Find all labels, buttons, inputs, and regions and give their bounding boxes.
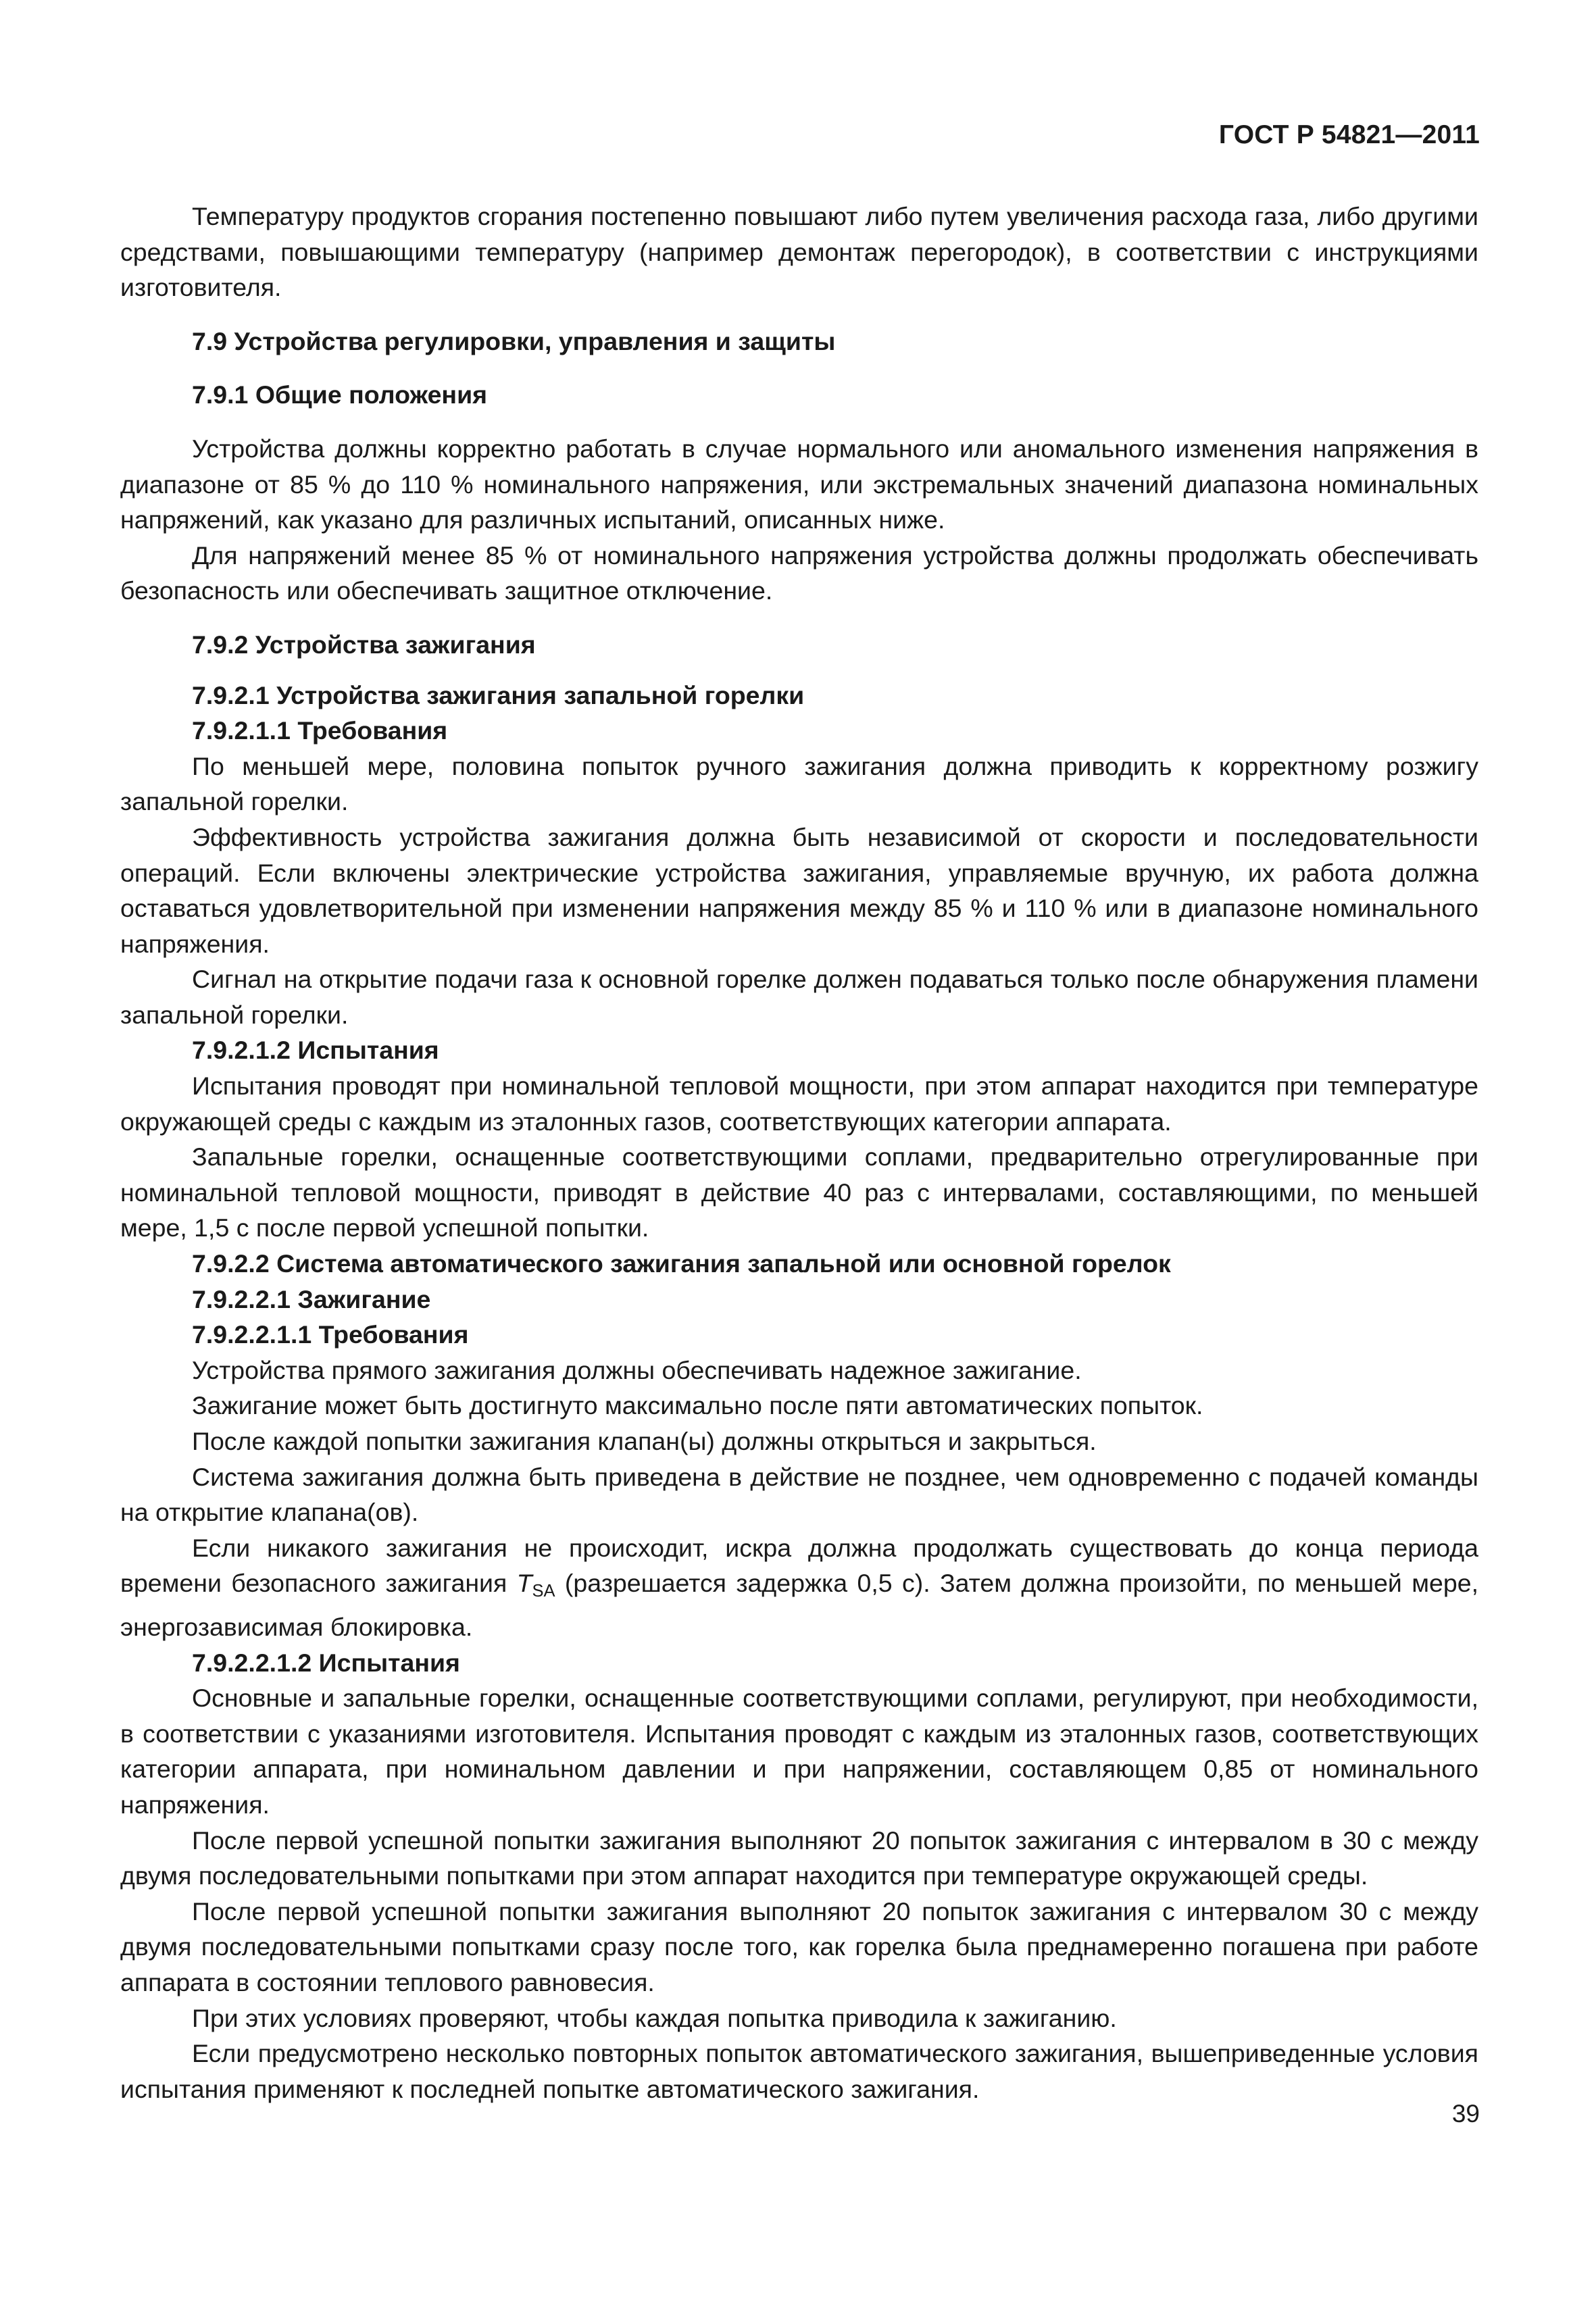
paragraph-requirement-3: После каждой попытки зажигания клапан(ы) должны открыться и закрыться. [192,1427,1097,1455]
paragraph-test-2: После первой успешной попытки зажигания выполняют 20 попыток зажигания с интервалом в 30 с между двумя последовательными попытками при этом аппарат находится при температуре окружающей среды. [120,1826,1478,1890]
paragraph-test-3: После первой успешной попытки зажигания выполняют 20 попыток зажигания с интервалом 30 с между двумя последовательными попытками сразу после того, как горелка была преднамеренно погашена при работе аппарата в состоянии теплового равновесия. [120,1896,1478,1997]
heading-7-9-2-2-1-1: 7.9.2.2.1.1 Требования [192,1320,469,1349]
paragraph-7-9-2-1-1-c: Сигнал на открытие подачи газа к основной горелке должен подаваться только после обнаружения пламени запальной горелки. [120,965,1478,1029]
heading-7-9-2-2-1-2: 7.9.2.2.1.2 Испытания [192,1648,460,1677]
heading-7-9-2-1: 7.9.2.1 Устройства зажигания запальной горелки [192,680,805,709]
heading-7-9-2-2-1: 7.9.2.2.1 Зажигание [192,1284,431,1313]
paragraph-intro: Температуру продуктов сгорания постепенно повышают либо путем увеличения расхода газа, либо другими средствами, повышающими температуру (например демонтаж перегородок), в соответствии с инструкциями изготовителя. [120,202,1478,302]
paragraph-requirement-5 [120,1530,1478,1645]
paragraph-requirement-1: Устройства прямого зажигания должны обеспечивать надежное зажигание. [192,1355,1082,1384]
requirement-5-text-end: (разрешается задержка 0,5 с). Затем должна произойти, по меньшей мере, энергозависимая блокировка. [120,1569,1478,1642]
heading-7-9-2-1-1: 7.9.2.1.1 Требования [192,716,448,745]
heading-7-9-2-2: 7.9.2.2 Система автоматического зажигания запальной или основной горелок [192,1249,1171,1278]
symbol-t-subscript: SA [532,1582,555,1601]
paragraph-test-5: Если предусмотрено несколько повторных попыток автоматического зажигания, вышеприведенные условия испытания применяют к последней попытке автоматического зажигания. [120,2039,1478,2103]
heading-7-9-1: 7.9.1 Общие положения [192,380,488,409]
paragraph-test-4: При этих условиях проверяют, чтобы каждая попытка приводила к зажиганию. [192,2003,1117,2032]
heading-7-9-2-1-2: 7.9.2.1.2 Испытания [192,1036,439,1065]
standard-header: ГОСТ Р 54821—2011 [1218,120,1480,149]
paragraph-test-1: Основные и запальные горелки, оснащенные соответствующими соплами, регулируют, при необходимости, в соответствии с указаниями изготовителя. Испытания проводят с каждым из эталонных газов, соответствующих категории аппарата, при номинальном давлении и при напряжении, составляющем 0,85 от номинального напряжения. [120,1684,1478,1819]
paragraph-requirement-2: Зажигание может быть достигнуто максимально после пяти автоматических попыток. [192,1391,1203,1420]
page-number: 39 [1451,2100,1480,2128]
paragraph-requirement-4: Система зажигания должна быть приведена в действие не позднее, чем одновременно с подачей команды на открытие клапана(ов). [120,1462,1478,1527]
paragraph-7-9-2-1-2-b: Запальные горелки, оснащенные соответствующими соплами, предварительно отрегулированные при номинальной тепловой мощности, приводят в действие 40 раз с интервалами, составляющими, по меньшей мере, 1,5 с после первой успешной попытки. [120,1142,1478,1242]
paragraph-7-9-1-b: Для напряжений менее 85 % от номинального напряжения устройства должны продолжать обеспечивать безопасность или обеспечивать защитное отключение. [120,540,1478,605]
heading-7-9: 7.9 Устройства регулировки, управления и защиты [192,326,836,355]
requirement-5-text-start: Если никакого зажигания не происходит, искра должна продолжать существовать до конца периода времени безопасного зажигания [120,1533,1478,1598]
heading-7-9-2: 7.9.2 Устройства зажигания [192,630,536,659]
symbol-t: T [516,1569,532,1598]
paragraph-7-9-1-a: Устройства должны корректно работать в случае нормального или аномального изменения напряжения в диапазоне от 85 % до 110 % номинального напряжения, или экстремальных значений диапазона номинальных напряжений, как указано для различных испытаний, описанных ниже. [120,434,1478,534]
paragraph-7-9-2-1-1-a: По меньшей мере, половина попыток ручного зажигания должна приводить к корректному розжигу запальной горелки. [120,751,1478,816]
document-body [120,199,1478,2107]
paragraph-7-9-2-1-1-b: Эффективность устройства зажигания должна быть независимой от скорости и последовательности операций. Если включены электрические устройства зажигания, управляемые вручную, их работа должна оставаться удовлетворительной при изменении напряжения между 85 % и 110 % или в диапазоне номинального напряжения. [120,822,1478,958]
paragraph-7-9-2-1-2-a: Испытания проводят при номинальной тепловой мощности, при этом аппарат находится при температуре окружающей среды с каждым из эталонных газов, соответствующих категории аппарата. [120,1072,1478,1136]
